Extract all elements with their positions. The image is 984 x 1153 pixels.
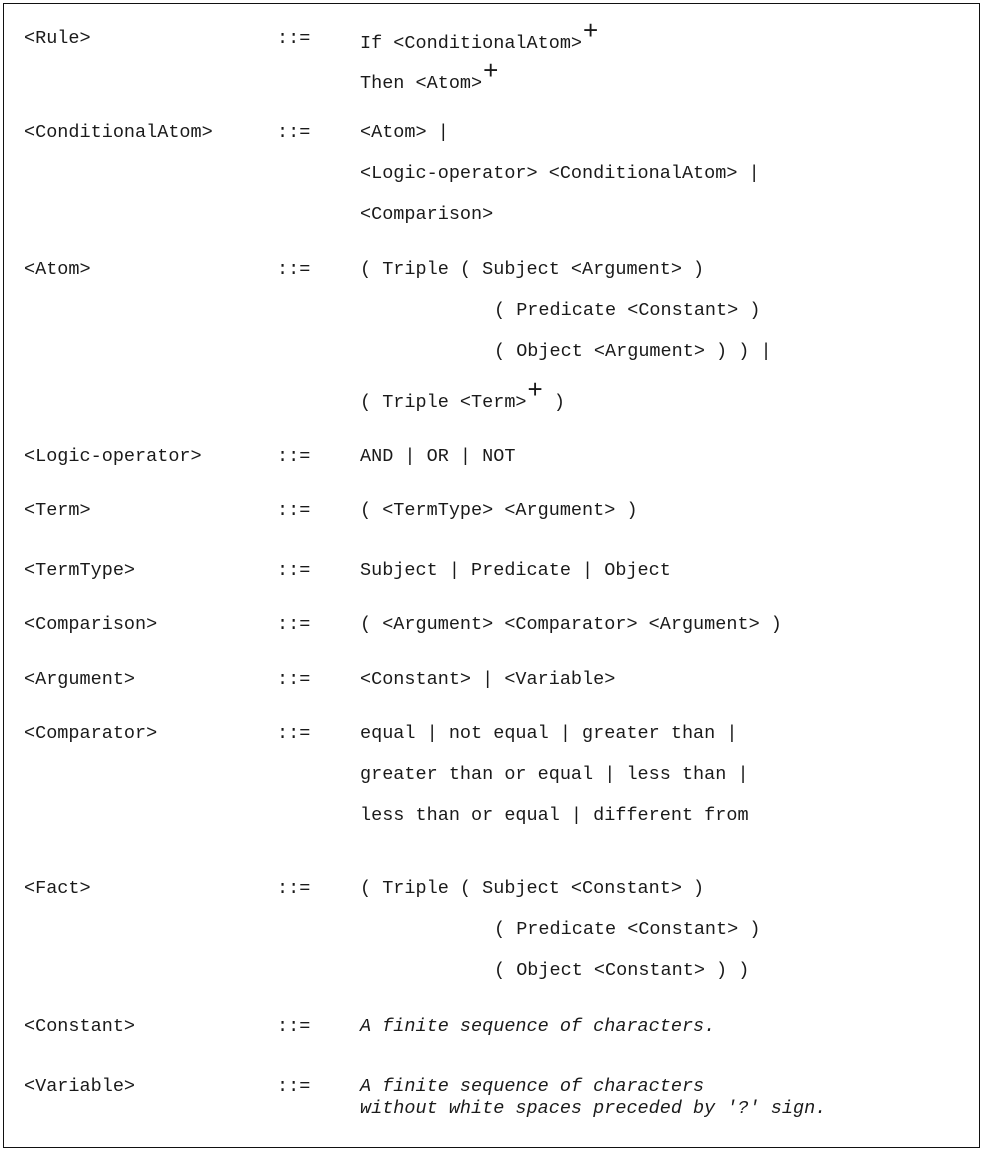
rule-lhs: <Rule>: [24, 28, 91, 49]
atom-rhs-line4: [360, 374, 565, 415]
argument-rhs: <Constant> | <Variable>: [360, 669, 616, 690]
comparison-rhs: ( <Argument> <Comparator> <Argument> ): [360, 614, 782, 635]
conditional-atom-lhs: <ConditionalAtom>: [24, 122, 213, 143]
rule-then-plus: +: [483, 55, 499, 85]
constant-rhs: A finite sequence of characters.: [360, 1016, 716, 1037]
constant-op: ::=: [277, 1016, 311, 1037]
comparison-op: ::=: [277, 614, 311, 635]
term-type-rhs: Subject | Predicate | Object: [360, 560, 671, 581]
term-type-op: ::=: [277, 560, 311, 581]
conditional-atom-rhs-line2: <Logic-operator> <ConditionalAtom> |: [360, 163, 760, 184]
comparator-lhs: <Comparator>: [24, 723, 158, 744]
comparator-rhs-line1: equal | not equal | greater than |: [360, 723, 738, 744]
rule-rhs-line2: [360, 55, 499, 96]
conditional-atom-op: ::=: [277, 122, 311, 143]
variable-rhs-line2: without white spaces preceded by '?' sign.: [360, 1098, 827, 1119]
atom-rhs-line3: ( Object <Argument> ) ) |: [494, 341, 772, 362]
logic-operator-lhs: <Logic-operator>: [24, 446, 202, 467]
constant-lhs: <Constant>: [24, 1016, 136, 1037]
logic-operator-rhs: AND | OR | NOT: [360, 446, 516, 467]
comparison-lhs: <Comparison>: [24, 614, 158, 635]
term-lhs: <Term>: [24, 500, 91, 521]
logic-operator-op: ::=: [277, 446, 311, 467]
atom-op: ::=: [277, 259, 311, 280]
comparator-op: ::=: [277, 723, 311, 744]
atom-lhs: <Atom>: [24, 259, 91, 280]
comparator-rhs-line3: less than or equal | different from: [360, 805, 749, 826]
argument-lhs: <Argument>: [24, 669, 136, 690]
atom-triple-term-close: ): [542, 392, 565, 413]
atom-rhs-line1: ( Triple ( Subject <Argument> ): [360, 259, 705, 280]
conditional-atom-rhs-line3: <Comparison>: [360, 204, 494, 225]
rule-then-text: Then <Atom>: [360, 73, 483, 94]
fact-rhs-line2: ( Predicate <Constant> ): [494, 919, 761, 940]
argument-op: ::=: [277, 669, 311, 690]
variable-op: ::=: [277, 1076, 311, 1097]
atom-term-plus: +: [527, 374, 543, 404]
conditional-atom-rhs-line1: <Atom> |: [360, 122, 449, 143]
term-type-lhs: <TermType>: [24, 560, 136, 581]
fact-rhs-line1: ( Triple ( Subject <Constant> ): [360, 878, 705, 899]
fact-rhs-line3: ( Object <Constant> ) ): [494, 960, 750, 981]
term-rhs: ( <TermType> <Argument> ): [360, 500, 638, 521]
rule-op: ::=: [277, 28, 311, 49]
fact-op: ::=: [277, 878, 311, 899]
rule-rhs-line1: [360, 15, 599, 56]
grammar-box: [3, 3, 980, 1148]
atom-rhs-line2: ( Predicate <Constant> ): [494, 300, 761, 321]
rule-if-plus: +: [583, 15, 599, 45]
fact-lhs: <Fact>: [24, 878, 91, 899]
comparator-rhs-line2: greater than or equal | less than |: [360, 764, 749, 785]
rule-if-text: If <ConditionalAtom>: [360, 33, 583, 54]
atom-triple-term-text: ( Triple <Term>: [360, 392, 527, 413]
variable-lhs: <Variable>: [24, 1076, 136, 1097]
term-op: ::=: [277, 500, 311, 521]
variable-rhs-line1: A finite sequence of characters: [360, 1076, 705, 1097]
